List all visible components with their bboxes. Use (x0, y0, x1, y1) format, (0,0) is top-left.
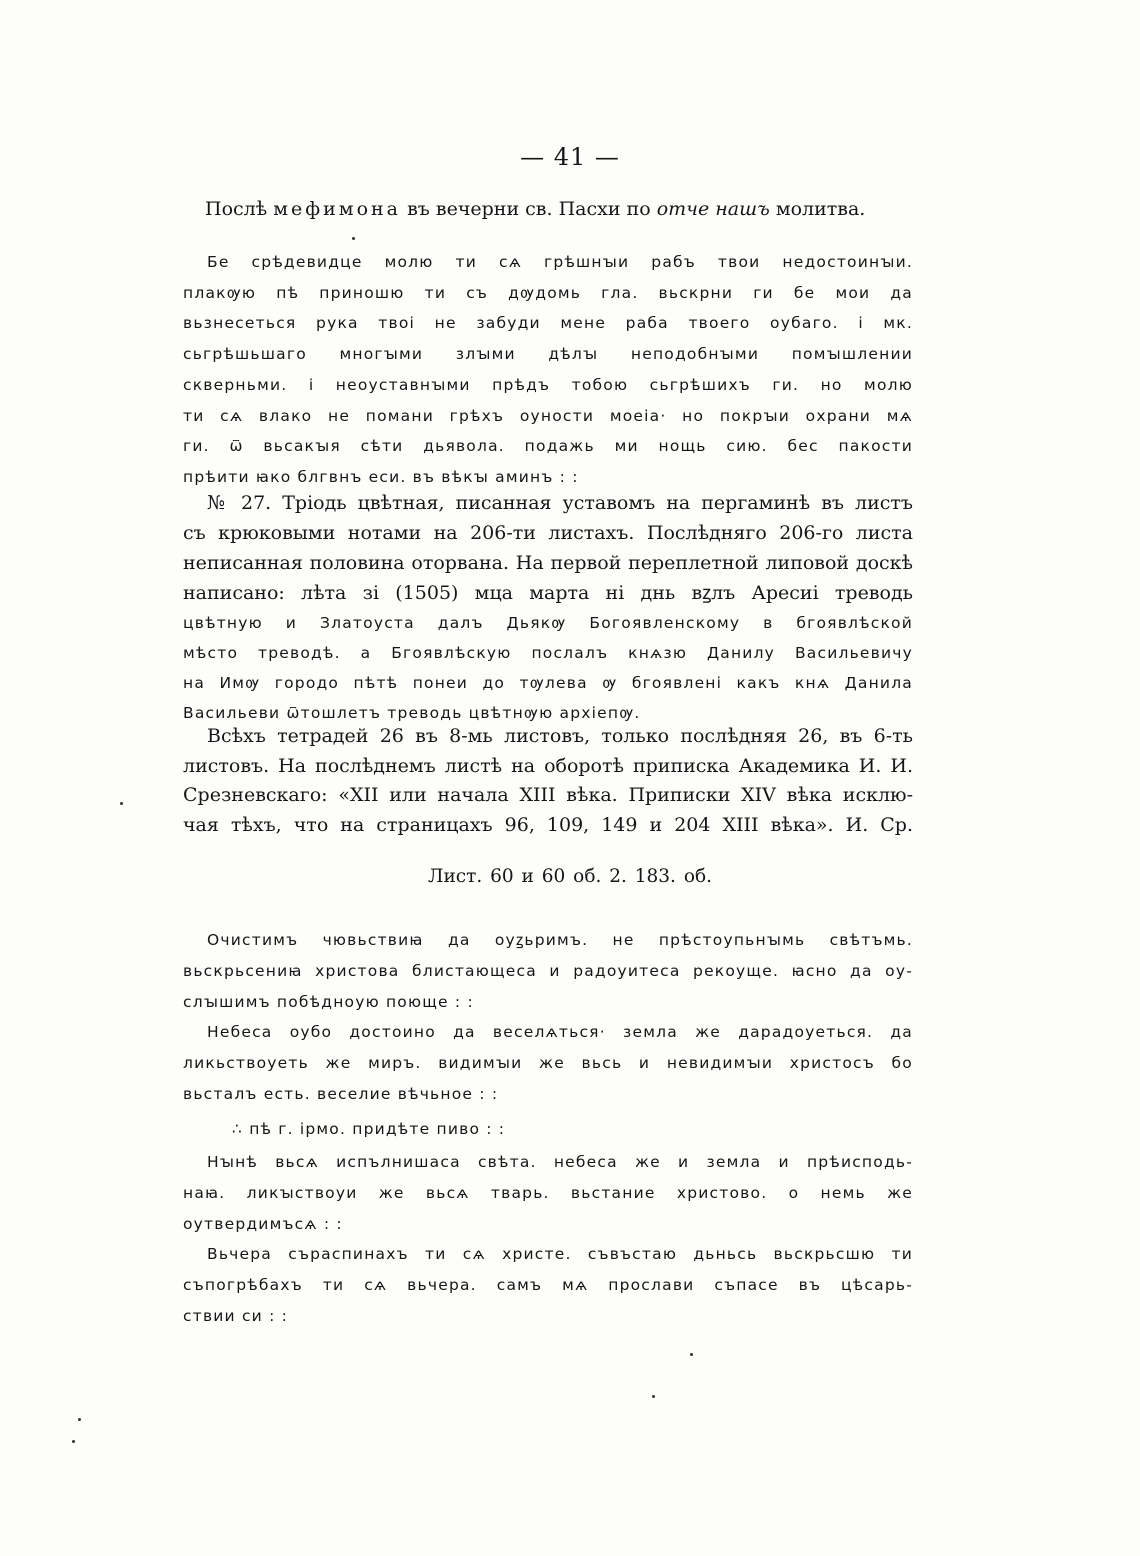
entry-line: № 27. Тріодь цвѣтная, писанная уставомъ на пергаминѣ въ листъ (207, 492, 913, 514)
hymn-line: вьсталъ есть. веселие вѣчьное : : (183, 1085, 499, 1103)
manuscript-entry (183, 488, 913, 608)
prayer-line: плакѹю пѣ приношю ти съ дѹдомь гла. вьскрни ги бе мои да (183, 283, 913, 302)
entry-line: съ крюковыми нотами на 206-ти листахъ. Послѣдняго 206-го листа (183, 522, 913, 544)
entry-line: неписанная половина оторвана. На первой переплетной липовой доскѣ (183, 552, 913, 574)
heading-italic: отче нашъ (656, 198, 770, 220)
hymn-2 (183, 1017, 913, 1110)
prayer-line: скверньми. і неоуставнꙑми прѣдъ тобою сьгрѣшихъ ги. но молю (183, 375, 913, 394)
rubric (232, 1114, 505, 1144)
hymn-line: съпогрѣбахъ ти сѧ вьчера. самъ мѧ прослави съпасе въ цѣсарь- (183, 1276, 913, 1294)
heading-spaced-word: мефимона (273, 198, 402, 220)
hymn-line: Вьчера съраспинахъ ти сѧ христе. съвъстаю дьньсь вьскрьсшю ти (207, 1245, 913, 1263)
hymn-line: ликьствоуеть же миръ. видимꙑи же вьсь и невидимꙑи христосъ бо (183, 1054, 913, 1072)
page-number: — 41 — (520, 143, 620, 171)
inscription-line: Васильеви ѿтошлетъ треводь цвѣтнѹю архіепѹ. (183, 704, 641, 722)
scan-speck (78, 1418, 81, 1421)
heading-suffix: молитва. (775, 198, 866, 220)
inscription-line: мѣсто треводѣ. а Бгоявлѣскую послалъ кнѧзю Данилу Васильевичу (183, 644, 913, 662)
hymn-line: ствии си : : (183, 1307, 289, 1325)
prayer-line: ти сѧ влако не помани грѣхъ оуности моеіа· но покрꙑи охрани мѧ (183, 406, 913, 425)
hymn-line: оутвердимъсѧ : : (183, 1215, 343, 1233)
inscription-line: цвѣтную и Златоуста далъ Дьякѹ Богоявленскому в бгоявлѣской (183, 614, 913, 632)
hymn-3 (183, 1147, 913, 1240)
prayer-text (183, 247, 913, 493)
heading-prefix: Послѣ (205, 198, 268, 220)
scan-speck (690, 1353, 693, 1356)
scan-speck (352, 237, 355, 240)
inscription-text (183, 608, 913, 728)
hymn-line: слꙑшимъ побѣдноую поюще : : (183, 993, 474, 1011)
prayer-line: Бе срѣдевидце молю ти сѧ грѣшнꙑи рабъ твои недостоинꙑи. (207, 253, 913, 271)
hymn-line: Очистимъ чювьствиꙗ да оуꙁьримъ. не прѣстоупьнꙑмь свѣтъмь. (207, 931, 913, 949)
hymn-line: наꙗ. ликꙑствоуи же вьсѧ тварь. вьстание христово. о немь же (183, 1184, 913, 1202)
inscription-line: на Имѹ городо пѣтѣ понеи до тѹлева ѹ бгоявлені какъ кнѧ Данила (183, 674, 913, 692)
hymn-line: Небеса оубо достоино да веселѧться· земла же дарадоуеться. да (207, 1023, 913, 1041)
note-line: Всѣхъ тетрадей 26 въ 8-мь листовъ, только послѣдняя 26, въ 6-ть (207, 725, 913, 747)
prayer-line: сьгрѣшьшаго многꙑми злꙑми дѣлꙑ неподобнꙑми помꙑшлении (183, 345, 913, 364)
prayer-line: вьзнесеться рука твоі не забуди мене раба твоего оубаго. і мк. (183, 314, 913, 333)
hymn-line: Нꙑнѣ вьсѧ испълнишаса свѣта. небеса же и земла и прѣисподь- (207, 1153, 913, 1171)
scan-speck (652, 1395, 655, 1398)
leaf-reference: Лист. 60 и 60 об. 2. 183. об. (428, 866, 712, 887)
scan-speck (120, 802, 123, 805)
section-heading (205, 198, 865, 220)
note-line: Срезневскаго: «XII или начала XIII вѣка. Приписки XIV вѣка исклю- (183, 784, 913, 806)
hymn-line: вьскрьсениꙗ христова блистающеса и радоуитеса рекоуще. ꙗсно да оу- (183, 962, 913, 980)
note-line: чая тѣхъ, что на страницахъ 96, 109, 149 и 204 XIII вѣка». И. Ср. (183, 813, 913, 836)
hymn-1 (183, 925, 913, 1018)
note-line: листовъ. На послѣднемъ листѣ на оборотѣ приписка Академика И. И. (183, 754, 913, 777)
prayer-line: прѣити ꙗко блгвнъ еси. въ вѣкꙑ аминъ : : (183, 467, 579, 486)
heading-middle: въ вечерни св. Пасхи по (407, 198, 651, 220)
entry-line: написано: лѣта зі (1505) мца марта ні днь вꙁлъ Аресиі треводь (183, 582, 913, 604)
rubric-line: ∴ пѣ г. ірмо. придѣте пиво : : (232, 1120, 506, 1138)
prayer-line: ги. ѿ вьсакꙑя сѣти дьявола. подажь ми нощь сию. бес пакости (183, 437, 913, 456)
description-note (183, 722, 913, 840)
hymn-4 (183, 1239, 913, 1332)
scan-speck (72, 1440, 75, 1443)
